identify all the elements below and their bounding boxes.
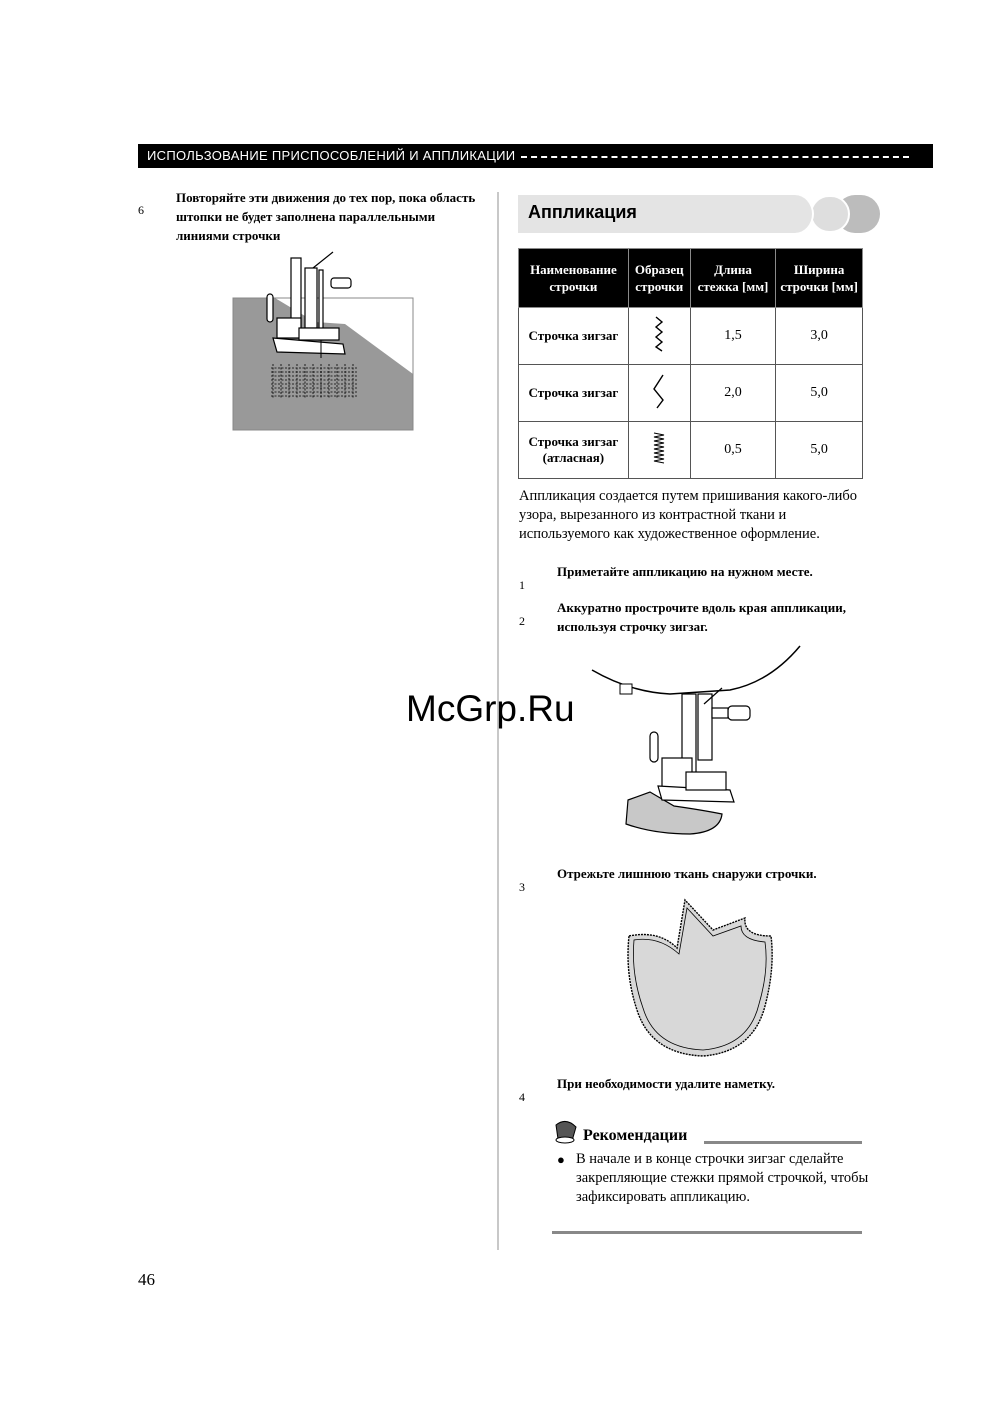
row-1-width: 3,0 <box>776 308 863 365</box>
applique-description: Аппликация создается путем пришивания какого-либо узора, вырезанного из контрастной ткани и используемого как художественное оформление. <box>519 488 857 542</box>
section-header-title: ИСПОЛЬЗОВАНИЕ ПРИСПОСОБЛЕНИЙ И АППЛИКАЦИИ <box>147 148 516 163</box>
tip-rule-top <box>704 1141 862 1144</box>
stitch-settings-table <box>518 248 863 479</box>
row-2-length: 2,0 <box>690 365 776 422</box>
row-3-length: 0,5 <box>690 422 776 479</box>
header-stitch-sample: Образец строчки <box>628 249 690 308</box>
step-6-number: 6 <box>138 203 144 217</box>
row-2-width: 5,0 <box>776 365 863 422</box>
table-row <box>519 422 863 479</box>
table-row <box>519 365 863 422</box>
darning-illustration <box>233 258 413 430</box>
tip-text: В начале и в конце строчки зигзаг сделайте закрепляющие стежки прямой строчкой, чтобы зафиксировать аппликацию. <box>576 1151 869 1205</box>
table-row <box>519 308 863 365</box>
section-title-text: Аппликация <box>528 202 637 222</box>
step-3-number: 3 <box>519 880 525 894</box>
step-3-text: Отрежьте лишнюю ткань снаружи строчки. <box>557 866 817 881</box>
tip-bullet: ● <box>557 1152 565 1167</box>
zigzag-satin-icon <box>651 429 667 467</box>
section-header-bar <box>138 144 933 168</box>
row-1-length: 1,5 <box>690 308 776 365</box>
table-header-row <box>519 249 863 308</box>
step-4-number: 4 <box>519 1090 525 1104</box>
section-title-applique <box>518 195 863 233</box>
header-stitch-width: Ширина строчки [мм] <box>776 249 863 308</box>
zigzag-narrow-icon <box>652 315 666 353</box>
watermark-text: McGrp.Ru <box>406 688 575 729</box>
row-3-width: 5,0 <box>776 422 863 479</box>
header-stitch-length: Длина стежка [мм] <box>690 249 776 308</box>
tulip-applique-illustration <box>625 896 775 1062</box>
row-3-sample <box>628 422 690 479</box>
step-1-number: 1 <box>519 578 525 592</box>
page-number: 46 <box>138 1270 155 1289</box>
step-6-text: Повторяйте эти движения до тех пор, пока область штопки не будет заполнена параллельными линиями строчки <box>176 190 476 243</box>
step-1-text: Приметайте аппликацию на нужном месте. <box>557 564 813 579</box>
row-3-name: Строчка зигзаг (атласная) <box>519 422 629 479</box>
row-2-name: Строчка зигзаг <box>519 365 629 422</box>
tip-title: Рекомендации <box>583 1127 688 1144</box>
step-4-text: При необходимости удалите наметку. <box>557 1076 775 1091</box>
bell-icon <box>552 1117 580 1145</box>
step-2-number: 2 <box>519 614 525 628</box>
row-1-name: Строчка зигзаг <box>519 308 629 365</box>
row-1-sample <box>628 308 690 365</box>
tip-rule-bottom <box>552 1231 862 1234</box>
title-decoration-mid <box>810 195 850 233</box>
row-2-sample <box>628 365 690 422</box>
applique-sewing-illustration <box>590 640 805 840</box>
step-2-text: Аккуратно прострочите вдоль края аппликации, используя строчку зигзаг. <box>557 600 846 634</box>
header-stitch-name: Наименование строчки <box>519 249 629 308</box>
header-dashes <box>521 156 909 158</box>
zigzag-wide-icon <box>651 372 667 410</box>
